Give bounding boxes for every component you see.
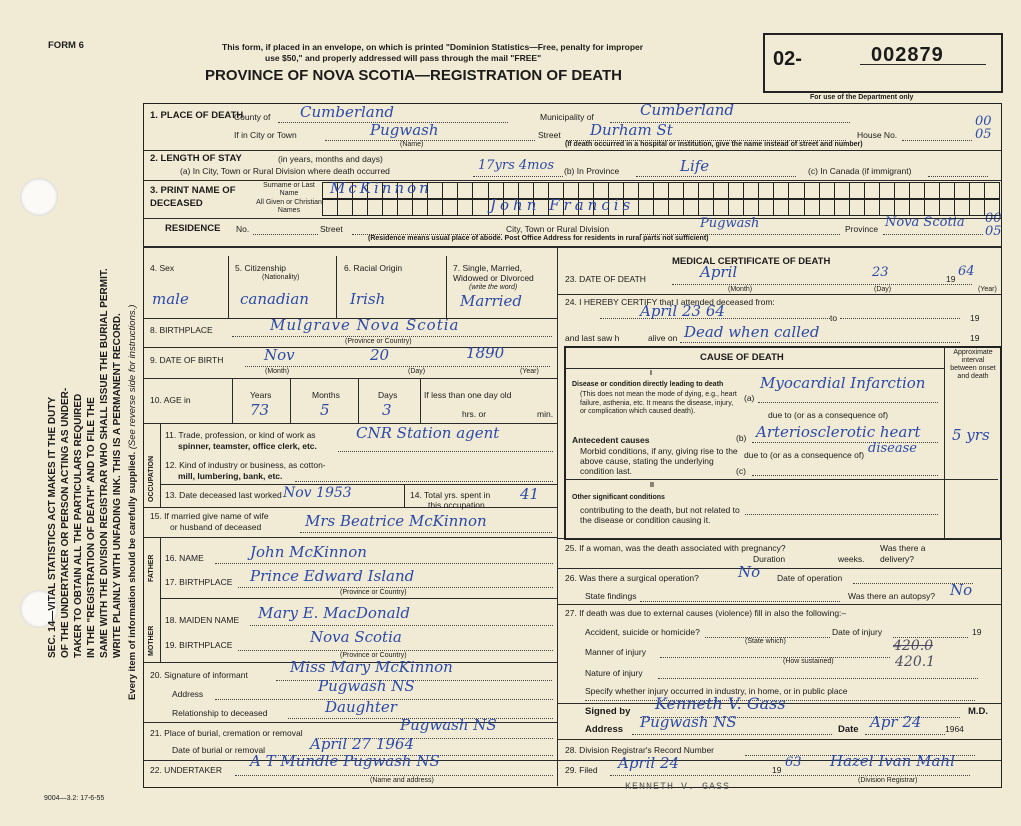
occupation-value: CNR Station agent [356,424,500,442]
mother-birthplace-label: 19. BIRTHPLACE [165,640,233,650]
residence-street-label: Street [320,224,343,234]
death-day-caption: (Day) [874,286,892,293]
pregnancy-label: 25. If a woman, was the death associated with pregnancy? [565,543,786,553]
last-saw-label: and last saw h [565,333,620,343]
occupation-q11-sub: spinner, teamster, office clerk, etc. [178,441,317,451]
dob-month-caption: (Month) [265,368,290,375]
death-month: April [700,263,738,281]
given-names-label: All Given or Christian Names [256,199,322,214]
punch-hole-top [20,178,58,216]
given-names-grid [322,199,1000,216]
attendance-year-prefix: 19 [970,313,980,323]
stay-city-label: (a) In City, Town or Rural Division where death occurred [180,166,390,176]
dob-month: Nov [264,346,295,364]
city-label: If in City or Town [234,130,297,140]
nature-label: Nature of injury [585,668,643,678]
date-of-birth-label: 9. DATE OF BIRTH [150,355,224,365]
father-side-label: FATHER [148,554,155,582]
part-two-label: II [650,482,654,489]
mother-birthplace-caption: (Province or Country) [340,652,407,659]
cause-a-value: Myocardial Infarction [760,374,926,392]
signed-by-value: Kenneth V. Gass [655,694,786,713]
operation-label: 26. Was there a surgical operation? [565,573,699,583]
filed-label: 29. Filed [565,765,598,775]
stay-province-label: (b) In Province [564,166,620,176]
citizenship-sub: (Nationality) [262,274,300,281]
burial-place-label: 21. Place of burial, cremation or removal [150,728,303,738]
years-in-occupation-sub: this occupation [428,500,485,510]
length-of-stay-label: 2. LENGTH OF STAY [150,153,242,164]
registration-prefix: 02- [773,48,802,70]
residence-note: (Residence means usual place of abode. Post Office Address for residents in rural parts not sufficient) [368,235,709,242]
marital-status-sub: (write the word) [469,284,518,291]
cause-b-value: Arteriosclerotic heart [756,423,921,441]
external-causes-label: 27. If death was due to external causes (violence) fill in also the following:– [565,608,847,618]
years-in-occupation-value: 41 [520,485,540,503]
mother-side-label: MOTHER [148,625,155,656]
margin-code-top: 00 05 [975,114,992,142]
racial-origin-label: 6. Racial Origin [344,263,403,273]
form-title: PROVINCE OF NOVA SCOTIA—REGISTRATION OF DEATH [205,67,622,84]
age-label: 10. AGE in [150,395,191,405]
surname-label: Surname or Last Name [263,182,315,197]
state-which-caption: (State which) [745,638,786,645]
age-months-value: 5 [320,401,330,419]
filed-year-prefix: 19 [772,765,782,775]
autopsy-label: Was there an autopsy? [848,591,936,601]
racial-origin-value: Irish [350,290,386,308]
residence-label: RESIDENCE [165,223,221,234]
given-names-value: John Francis [490,196,635,214]
print-code: 9004—3.2: 17-6-55 [44,795,105,802]
doctor-date-value: Apr 24 [870,713,922,731]
dob-year: 1890 [466,344,505,362]
accident-label: Accident, suicide or homicide? [585,627,700,637]
last-worked-value: Nov 1953 [283,485,352,501]
weeks-label: weeks. [838,554,865,564]
approx-interval-header: Approximate interval between onset and death [950,349,996,380]
dob-year-caption: (Year) [520,368,539,375]
county-value: Cumberland [300,103,395,121]
undertaker-label: 22. UNDERTAKER [150,765,222,775]
last-saw-alive-label: alive on [648,333,678,343]
birthplace-value: Mulgrave Nova Scotia [270,316,460,334]
informant-address-label: Address [172,689,204,699]
name-caption: (Name) [400,141,424,148]
hospital-note: (If death occurred in a hospital or institution, give the name instead of street and number) [565,141,863,148]
doctor-date-year: 1964 [945,724,964,734]
marital-status-value: Married [460,292,522,310]
death-year-caption: (Year) [978,286,997,293]
father-birthplace-value: Prince Edward Island [250,567,415,585]
sex-value: male [152,290,189,308]
part-one-label: I [650,370,652,377]
municipality-value: Cumberland [640,101,735,119]
due-to-label-2: due to (or as a consequence of) [744,450,865,460]
mother-maiden-name-value: Mary E. MacDonald [258,604,410,622]
specify-place-label: Specify whether injury occurred in industry, in home, or in public place [585,686,848,696]
burial-date-value: April 27 1964 [310,735,414,753]
street-value: Durham St [590,121,673,139]
citizenship-value: canadian [240,290,309,308]
surname-value: McKinnon [330,179,432,197]
age-days-value: 3 [382,401,392,419]
length-of-stay-note: (in years, months and days) [278,154,383,164]
marital-status-label: 7. Single, Married, Widowed or Divorced [453,263,534,283]
father-name-label: 16. NAME [165,553,204,563]
years-in-occupation-label: 14. Total yrs. spent in [410,490,491,500]
county-label: County of [234,112,271,122]
md-label: M.D. [968,706,989,717]
birthplace-label: 8. BIRTHPLACE [150,325,213,335]
under-one-day-label: If less than one day old [424,390,512,400]
cause-c-label: (c) [736,466,746,476]
father-birthplace-label: 17. BIRTHPLACE [165,577,233,587]
attendance-label: 24. I HEREBY CERTIFY that I attended deceased from: [565,297,775,307]
signed-by-label: Signed by [585,706,631,717]
house-label: House No. [857,130,898,140]
antecedent-note: Morbid conditions, if any, giving rise to the above cause, stating the underlying condition last. [580,446,738,476]
last-saw-value: Dead when called [684,323,820,341]
mother-maiden-name-label: 18. MAIDEN NAME [165,615,240,625]
injury-code-2: 420.1 [895,654,936,670]
street-label: Street [538,130,561,140]
spouse-sub: or husband of deceased [170,522,262,532]
age-years-value: 73 [250,401,270,419]
operation-value: No [738,563,761,581]
other-conditions-note: contributing to the death, but not related to the disease or condition causing it. [580,505,740,525]
dob-day: 20 [370,346,390,364]
cause-of-death-title: CAUSE OF DEATH [700,352,784,363]
injury-code-1: 420.0 [893,638,934,654]
spouse-label: 15. If married give name of wife [150,511,269,521]
injury-year-prefix: 19 [972,627,982,637]
occupation-q11-label: 11. Trade, profession, or kind of work as [165,430,316,440]
death-year-prefix: 19 [946,274,956,284]
city-value: Pugwash [370,121,439,139]
doctor-date-label: Date [838,724,859,735]
citizenship-label: 5. Citizenship [235,263,287,273]
margin-code-mid: 00 05 [985,211,1002,239]
doctor-address-value: Pugwash NS [640,713,737,731]
dob-day-caption: (Day) [408,368,426,375]
vital-statistics-warning: SEC. 14—VITAL STATISTICS ACT MAKES IT THE DUTY OF THE UNDERTAKER OR PERSON ACTING AS UNDER- TAKER TO OBTAIN ALL THE PARTICULARS REQUIRED IN THE "REGISTRATION OF DEATH" AND TO FILE THE SAME WITH THE DIVISION REGISTRAR WHO SHALL ISSUE THE BURIAL PERMIT. WRITE PLAINLY WITH UNFADING INK. THIS IS A PERMANENT RECORD. [47,268,123,658]
antecedent-label: Antecedent causes [572,435,650,445]
disease-label: Disease or condition directly leading to death [572,381,724,388]
delivery-label: Was there a delivery? [880,543,926,564]
cause-b-label: (b) [736,433,747,443]
print-name-label: 3. PRINT NAME OF DECEASED [150,185,236,209]
stay-province-value: Life [680,157,710,175]
filed-date-value: April 24 [618,754,680,772]
death-day: 23 [872,265,889,280]
operation-date-label: Date of operation [777,573,843,583]
informant-label: 20. Signature of informant [150,670,248,680]
autopsy-value: No [950,581,973,599]
age-days-label: Days [378,390,398,400]
residence-province-value: Nova Scotia [885,215,965,230]
medical-certificate-title: MEDICAL CERTIFICATE OF DEATH [672,256,831,267]
municipality-label: Municipality of [540,112,594,122]
residence-province-label: Province [845,224,879,234]
informant-value: Miss Mary McKinnon [290,658,453,676]
record-number-label: 28. Division Registrar's Record Number [565,745,715,755]
injury-date-label: Date of injury [832,627,883,637]
stay-canada-label: (c) In Canada (if immigrant) [808,166,912,176]
occupation-side-label: OCCUPATION [148,455,155,502]
form-number: FORM 6 [48,40,84,51]
age-years-label: Years [250,390,272,400]
mail-notice-line-2: use $50," and properly addressed will pass through the mail "FREE" [265,53,542,63]
physician-stamp: KENNETH V. GASS [625,782,731,793]
residence-town-value: Pugwash [700,216,760,231]
department-use-label: For use of the Department only [810,94,914,101]
relationship-label: Relationship to deceased [172,708,268,718]
manner-label: Manner of injury [585,647,646,657]
attendance-from-value: April 23 64 [640,302,725,320]
father-name-value: John McKinnon [250,543,367,561]
age-months-label: Months [312,390,340,400]
duration-label: Duration [753,554,786,564]
death-month-caption: (Month) [728,286,753,293]
hours-label: hrs. or [462,409,487,419]
filed-year-value: 63 [785,755,802,770]
stay-city-value: 17yrs 4mos [478,158,555,173]
due-to-value-2: disease [868,441,917,456]
date-of-death-label: 23. DATE OF DEATH [565,274,646,284]
relationship-value: Daughter [325,698,397,716]
residence-town-label: City, Town or Rural Division [506,224,610,234]
undertaker-value: A T Mundle Pugwash NS [250,752,440,770]
due-to-label-1: due to (or as a consequence of) [768,410,889,420]
cause-a-label: (a) [744,393,755,403]
industry-sub: mill, lumbering, bank, etc. [178,471,283,481]
burial-date-label: Date of burial or removal [172,745,266,755]
burial-place-value: Pugwash NS [400,716,497,734]
disease-note: (This does not mean the mode of dying, e.g., heart failure, asthenia, etc. It means the disease, injury, or complication which caused death). [580,391,737,415]
mail-notice-line-1: This form, if placed in an envelope, on which is printed "Dominion Statistics—Free, penalty for improper [222,42,644,52]
last-saw-year-prefix: 19 [970,333,980,343]
division-registrar-caption: (Division Registrar) [858,777,918,784]
findings-label: State findings [585,591,637,601]
father-birthplace-caption: (Province or Country) [340,589,407,596]
cause-b-interval: 5 yrs [952,426,990,444]
attendance-to-label: to [830,313,838,323]
undertaker-caption: (Name and address) [370,777,434,784]
mother-birthplace-value: Nova Scotia [310,628,402,646]
sex-label: 4. Sex [150,263,175,273]
death-year: 64 [958,264,975,279]
how-sustained-caption: (How sustained) [783,658,834,665]
instruction-note: Every item of information should be carefully supplied. (See reverse side for instructions.) [127,304,138,700]
place-of-death-label: 1. PLACE OF DEATH [150,110,244,121]
minutes-label: min. [537,409,554,419]
division-registrar-signature: Hazel Ivan Mahl [830,752,955,770]
last-worked-label: 13. Date deceased last worked [165,490,282,500]
industry-label: 12. Kind of industry or business, as cotton- [165,460,326,470]
birthplace-caption: (Province or Country) [345,338,412,345]
registration-number: 002879 [871,44,944,66]
spouse-value: Mrs Beatrice McKinnon [305,512,487,530]
doctor-address-label: Address [585,724,624,735]
informant-address-value: Pugwash NS [318,677,415,695]
other-conditions-label: Other significant conditions [572,494,665,501]
residence-no-label: No. [236,224,250,234]
